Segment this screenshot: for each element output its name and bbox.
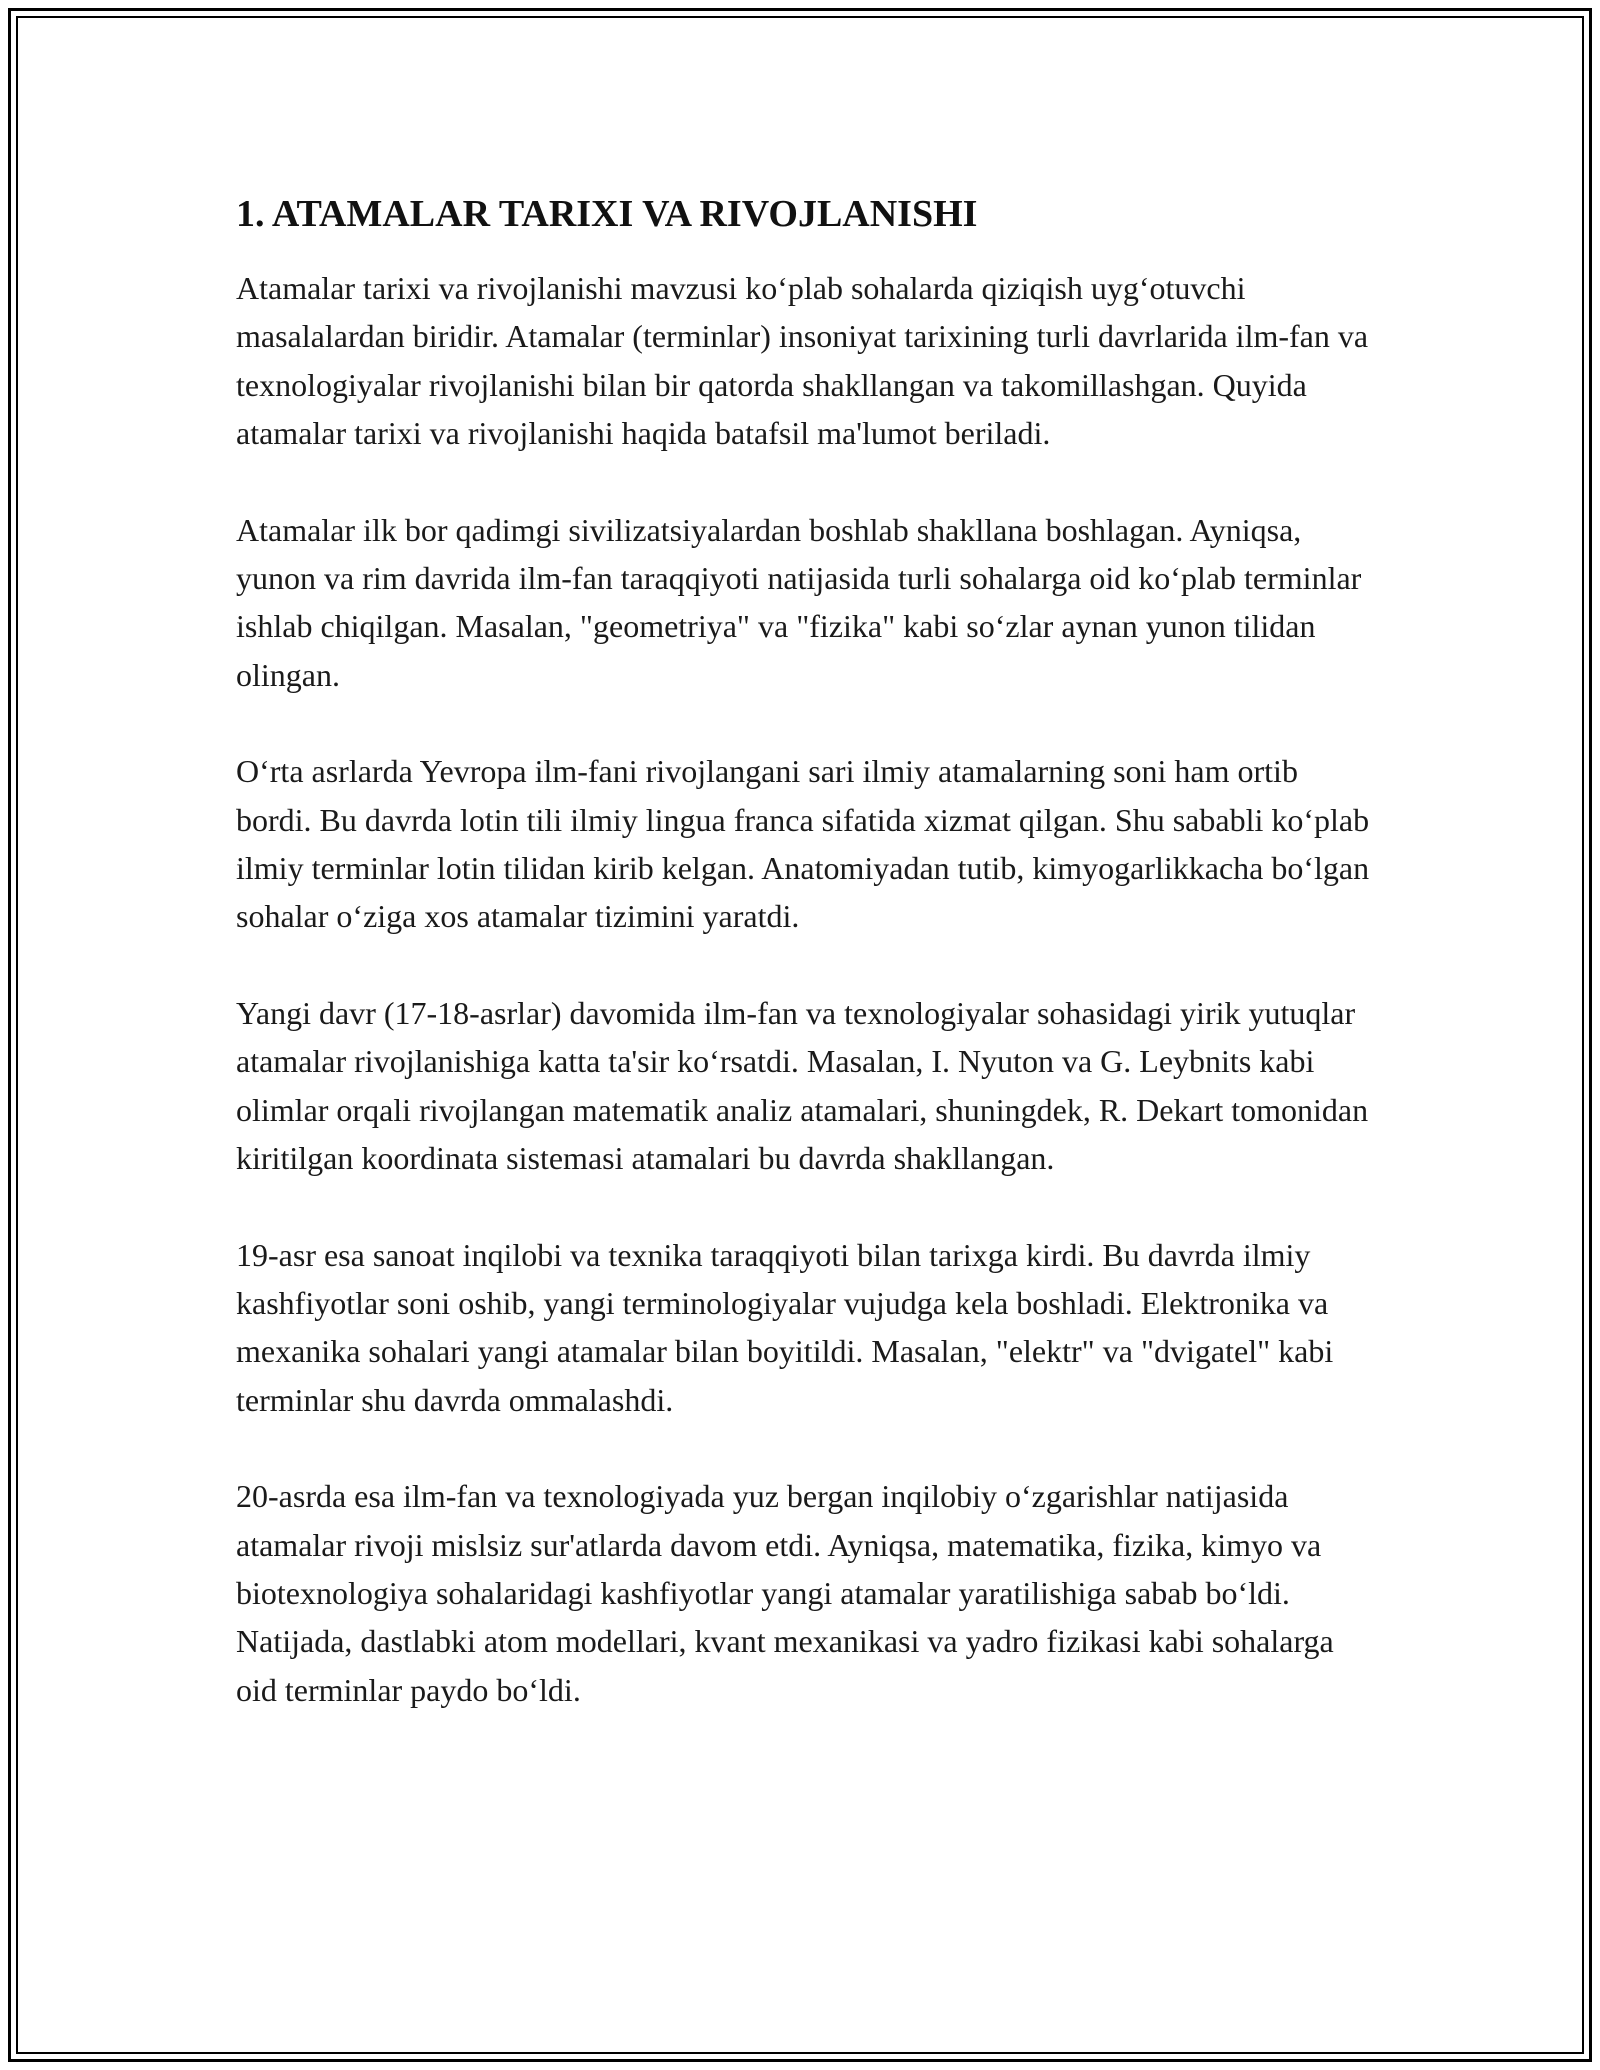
paragraph-1: Atamalar tarixi va rivojlanishi mavzusi ko‘plab sohalarda qiziqish uyg‘otuvchi masalalardan biridir. Atamalar (terminlar) insoniyat tarixining turli davrlarida ilm-fan va texnologiyalar rivojlanishi bilan bir qatorda shakllangan va takomillashgan. Quyida atamalar tarixi va rivojlanishi haqida batafsil ma'lumot beriladi.: [236, 270, 1369, 452]
document-body: [236, 186, 1376, 1762]
paragraph-5: 19-asr esa sanoat inqilobi va texnika taraqqiyoti bilan tarixga kirdi. Bu davrda ilmiy kashfiyotlar soni oshib, yangi terminologiyalar vujudga kela boshladi. Elektronika va mexanika sohalari yangi atamalar bilan boyitildi. Masalan, "elektr" va "dvigatel" kabi terminlar shu davrda ommalashdi.: [236, 1236, 1334, 1418]
document-title: 1. ATAMALAR TARIXI VA RIVOJLANISHI: [236, 193, 978, 235]
paragraph-4: Yangi davr (17-18-asrlar) davomida ilm-fan va texnologiyalar sohasidagi yirik yutuqlar atamalar rivojlanishiga katta ta'sir ko‘rsatdi. Masalan, I. Nyuton va G. Leybnits kabi olimlar orqali rivojlangan matematik analiz atamalari, shuningdek, R. Dekart tomonidan kiritilgan koordinata sistemasi atamalari bu davrda shakllangan.: [236, 994, 1369, 1177]
paragraph-6: 20-asrda esa ilm-fan va texnologiyada yuz bergan inqilobiy o‘zgarishlar natijasida atamalar rivoji mislsiz sur'atlarda davom etdi. Ayniqsa, matematika, fizika, kimyo va biotexnologiya sohalaridagi kashfiyotlar yangi atamalar yaratilishiga sabab bo‘ldi. Natijada, dastlabki atom modellari, kvant mexanikasi va yadro fizikasi kabi sohalarga oid terminlar paydo bo‘ldi.: [236, 1478, 1334, 1708]
paragraph-2: Atamalar ilk bor qadimgi sivilizatsiyalardan boshlab shakllana boshlagan. Ayniqsa, yunon va rim davrida ilm-fan taraqqiyoti natijasida turli sohalarga oid ko‘plab terminlar ishlab chiqilgan. Masalan, "geometriya" va "fizika" kabi so‘zlar aynan yunon tilidan olingan.: [236, 511, 1362, 693]
paragraph-3: O‘rta asrlarda Yevropa ilm-fani rivojlangani sari ilmiy atamalarning soni ham ortib bordi. Bu davrda lotin tili ilmiy lingua franca sifatida xizmat qilgan. Shu sababli ko‘plab ilmiy terminlar lotin tilidan kirib kelgan. Anatomiyadan tutib, kimyogarlikkacha bo‘lgan sohalar o‘ziga xos atamalar tizimini yaratdi.: [236, 753, 1370, 935]
